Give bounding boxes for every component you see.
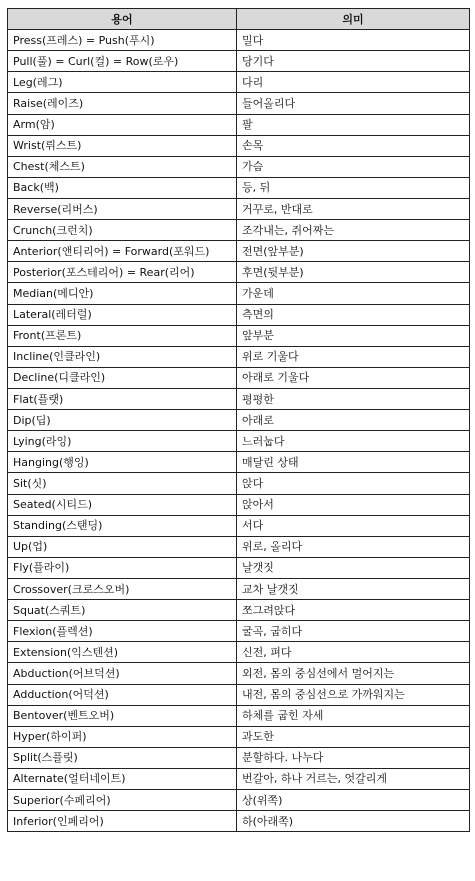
table-row	[8, 515, 470, 536]
meaning-cell: 서다	[237, 515, 470, 536]
table-row	[8, 220, 470, 241]
table-row	[8, 557, 470, 578]
meaning-cell: 신전, 펴다	[237, 642, 470, 663]
table-row	[8, 283, 470, 304]
meaning-column-header: 의미	[237, 9, 470, 30]
meaning-cell: 다리	[237, 72, 470, 93]
term-cell: Press(프레스) = Push(푸시)	[8, 30, 237, 51]
meaning-cell: 측면의	[237, 304, 470, 325]
terms-sheet	[7, 8, 469, 832]
table-row	[8, 452, 470, 473]
term-cell: Sit(싯)	[8, 473, 237, 494]
table-row	[8, 663, 470, 684]
meaning-cell: 느러눕다	[237, 431, 470, 452]
table-row	[8, 536, 470, 557]
table-row	[8, 388, 470, 409]
meaning-cell: 앞부분	[237, 325, 470, 346]
meaning-cell: 손목	[237, 135, 470, 156]
term-cell: Flexion(플렉션)	[8, 621, 237, 642]
meaning-cell: 외전, 몸의 중심선에서 멀어지는	[237, 663, 470, 684]
term-cell: Up(업)	[8, 536, 237, 557]
term-cell: Bentover(벤트오버)	[8, 705, 237, 726]
term-cell: Chest(체스트)	[8, 156, 237, 177]
table-row	[8, 431, 470, 452]
table-row	[8, 51, 470, 72]
term-cell: Lying(라잉)	[8, 431, 237, 452]
table-row	[8, 747, 470, 768]
table-row	[8, 790, 470, 811]
meaning-cell: 당기다	[237, 51, 470, 72]
term-cell: Decline(디클라인)	[8, 367, 237, 388]
table-row	[8, 600, 470, 621]
table-row	[8, 177, 470, 198]
table-row	[8, 621, 470, 642]
term-cell: Leg(레그)	[8, 72, 237, 93]
term-cell: Dip(딥)	[8, 410, 237, 431]
term-cell: Abduction(어브덕션)	[8, 663, 237, 684]
meaning-cell: 위로 기울다	[237, 346, 470, 367]
term-cell: Reverse(리버스)	[8, 198, 237, 219]
table-row	[8, 72, 470, 93]
meaning-cell: 후면(뒷부분)	[237, 262, 470, 283]
term-cell: Incline(인클라인)	[8, 346, 237, 367]
term-cell: Seated(시티드)	[8, 494, 237, 515]
meaning-cell: 아래로	[237, 410, 470, 431]
meaning-cell: 상(위쪽)	[237, 790, 470, 811]
table-row	[8, 304, 470, 325]
table-row	[8, 473, 470, 494]
table-row	[8, 367, 470, 388]
term-cell: Lateral(레터럴)	[8, 304, 237, 325]
table-row	[8, 726, 470, 747]
meaning-cell: 가슴	[237, 156, 470, 177]
meaning-cell: 앉아서	[237, 494, 470, 515]
table-row	[8, 684, 470, 705]
term-cell: Arm(암)	[8, 114, 237, 135]
term-cell: Crossover(크로스오버)	[8, 578, 237, 599]
meaning-cell: 전면(앞부분)	[237, 241, 470, 262]
meaning-cell: 매달린 상태	[237, 452, 470, 473]
meaning-cell: 교차 날갯짓	[237, 578, 470, 599]
meaning-cell: 평평한	[237, 388, 470, 409]
term-cell: Squat(스쿼트)	[8, 600, 237, 621]
term-column-header: 용어	[8, 9, 237, 30]
term-cell: Standing(스탠딩)	[8, 515, 237, 536]
term-cell: Front(프론트)	[8, 325, 237, 346]
table-row	[8, 325, 470, 346]
term-cell: Split(스플릿)	[8, 747, 237, 768]
term-cell: Posterior(포스테리어) = Rear(리어)	[8, 262, 237, 283]
meaning-cell: 등, 뒤	[237, 177, 470, 198]
table-row	[8, 114, 470, 135]
meaning-cell: 아래로 기울다	[237, 367, 470, 388]
meaning-cell: 팔	[237, 114, 470, 135]
meaning-cell: 내전, 몸의 중심선으로 가까워지는	[237, 684, 470, 705]
table-row	[8, 262, 470, 283]
table-row	[8, 346, 470, 367]
meaning-cell: 조각내는, 쥐어짜는	[237, 220, 470, 241]
meaning-cell: 쪼그려앉다	[237, 600, 470, 621]
table-row	[8, 705, 470, 726]
term-cell: Superior(수페리어)	[8, 790, 237, 811]
term-cell: Wrist(뤼스트)	[8, 135, 237, 156]
term-cell: Alternate(얼터네이트)	[8, 768, 237, 789]
term-cell: Pull(풀) = Curl(컬) = Row(로우)	[8, 51, 237, 72]
term-cell: Median(메디안)	[8, 283, 237, 304]
table-body	[8, 30, 470, 832]
table-row	[8, 156, 470, 177]
meaning-cell: 들어올리다	[237, 93, 470, 114]
term-cell: Crunch(크런치)	[8, 220, 237, 241]
terms-table	[7, 8, 470, 832]
header-row	[8, 9, 470, 30]
term-cell: Adduction(어덕션)	[8, 684, 237, 705]
table-row	[8, 241, 470, 262]
meaning-cell: 가운데	[237, 283, 470, 304]
table-row	[8, 410, 470, 431]
table-row	[8, 30, 470, 51]
meaning-cell: 과도한	[237, 726, 470, 747]
meaning-cell: 분할하다. 나누다	[237, 747, 470, 768]
term-cell: Hyper(하이퍼)	[8, 726, 237, 747]
table-row	[8, 198, 470, 219]
table-row	[8, 93, 470, 114]
meaning-cell: 밀다	[237, 30, 470, 51]
term-cell: Back(백)	[8, 177, 237, 198]
meaning-cell: 거꾸로, 반대로	[237, 198, 470, 219]
table-row	[8, 642, 470, 663]
term-cell: Fly(플라이)	[8, 557, 237, 578]
meaning-cell: 앉다	[237, 473, 470, 494]
term-cell: Hanging(행잉)	[8, 452, 237, 473]
term-cell: Flat(플랫)	[8, 388, 237, 409]
table-row	[8, 768, 470, 789]
meaning-cell: 번갈아, 하나 거르는, 엇갈리게	[237, 768, 470, 789]
term-cell: Anterior(앤티리어) = Forward(포워드)	[8, 241, 237, 262]
table-row	[8, 494, 470, 515]
meaning-cell: 하체를 굽힌 자세	[237, 705, 470, 726]
table-row	[8, 811, 470, 832]
meaning-cell: 굴곡, 굽히다	[237, 621, 470, 642]
term-cell: Raise(레이즈)	[8, 93, 237, 114]
meaning-cell: 하(아래쪽)	[237, 811, 470, 832]
term-cell: Inferior(인페리어)	[8, 811, 237, 832]
table-row	[8, 578, 470, 599]
table-row	[8, 135, 470, 156]
meaning-cell: 날갯짓	[237, 557, 470, 578]
meaning-cell: 위로, 올리다	[237, 536, 470, 557]
term-cell: Extension(익스텐션)	[8, 642, 237, 663]
